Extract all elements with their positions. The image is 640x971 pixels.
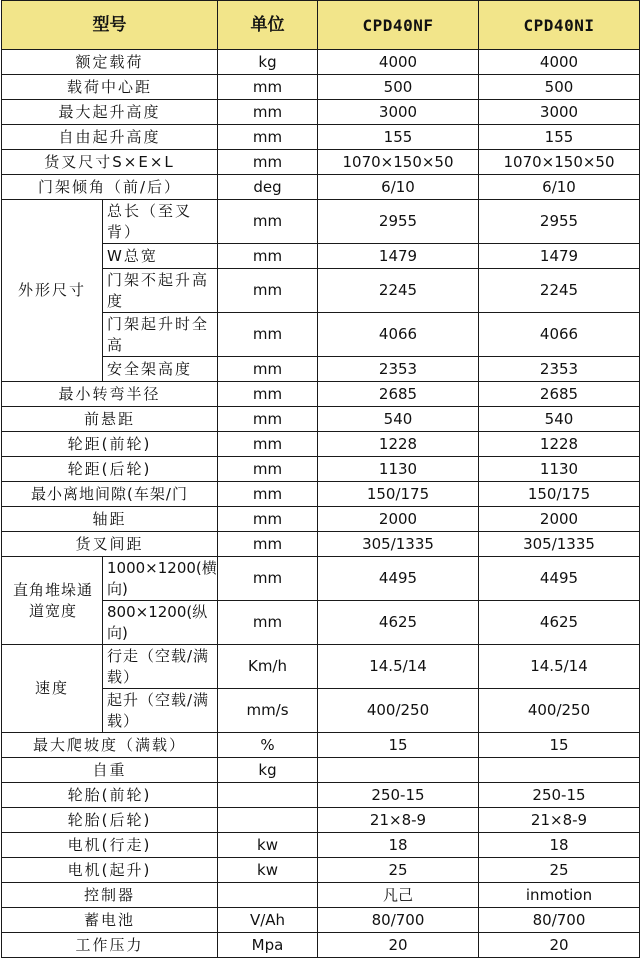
row-value-2: 15 (479, 733, 640, 758)
row-unit: mm (218, 100, 318, 125)
row-unit: mm (218, 244, 318, 269)
row-value-1: 1228 (318, 432, 479, 457)
row-unit: mm (218, 200, 318, 244)
row-value-2: 155 (479, 125, 640, 150)
row-label: 轴距 (2, 507, 218, 532)
table-row (2, 758, 640, 783)
row-unit: % (218, 733, 318, 758)
row-value-1: 1130 (318, 457, 479, 482)
table-row (2, 858, 640, 883)
group-label-speed: 速度 (2, 645, 103, 733)
row-value-2: 2685 (479, 382, 640, 407)
row-label: 门架起升时全高 (103, 313, 218, 357)
table-row (2, 200, 640, 244)
row-value-2: 1070×150×50 (479, 150, 640, 175)
row-unit: kg (218, 50, 318, 75)
table-row (2, 125, 640, 150)
row-value-1: 2685 (318, 382, 479, 407)
row-value-1: 21×8-9 (318, 808, 479, 833)
row-value-1: 15 (318, 733, 479, 758)
table-row (2, 908, 640, 933)
header-unit: 单位 (218, 1, 318, 50)
row-label: 工作压力 (2, 933, 218, 958)
row-value-1: 250-15 (318, 783, 479, 808)
table-row (2, 75, 640, 100)
row-label: W总宽 (103, 244, 218, 269)
row-label: 控制器 (2, 883, 218, 908)
row-label: 最小转弯半径 (2, 382, 218, 407)
row-value-2: 2353 (479, 357, 640, 382)
row-label: 安全架高度 (103, 357, 218, 382)
row-value-1: 500 (318, 75, 479, 100)
row-value-2: 20 (479, 933, 640, 958)
row-unit: Mpa (218, 933, 318, 958)
row-label: 轮距(前轮) (2, 432, 218, 457)
row-value-1: 1479 (318, 244, 479, 269)
row-unit: mm (218, 150, 318, 175)
row-unit: deg (218, 175, 318, 200)
row-value-2: inmotion (479, 883, 640, 908)
row-unit (218, 883, 318, 908)
header-row (2, 1, 640, 50)
spec-table (1, 0, 640, 958)
row-value-1: 1070×150×50 (318, 150, 479, 175)
table-row (2, 482, 640, 507)
row-unit: mm (218, 382, 318, 407)
row-label: 最大爬坡度（满载） (2, 733, 218, 758)
row-label: 货叉间距 (2, 532, 218, 557)
row-unit: mm (218, 601, 318, 645)
table-row (2, 457, 640, 482)
row-value-2: 2000 (479, 507, 640, 532)
row-value-1: 4066 (318, 313, 479, 357)
row-value-2: 305/1335 (479, 532, 640, 557)
row-label: 门架不起升高度 (103, 269, 218, 313)
row-value-2: 25 (479, 858, 640, 883)
row-value-1: 2245 (318, 269, 479, 313)
row-unit: mm (218, 507, 318, 532)
table-row (2, 833, 640, 858)
table-row (2, 557, 640, 601)
row-label: 最小离地间隙(车架/门 (2, 482, 218, 507)
row-label: 1000×1200(横向) (103, 557, 218, 601)
row-value-2: 1130 (479, 457, 640, 482)
header-col2: CPD40NI (479, 1, 640, 50)
row-value-2: 2955 (479, 200, 640, 244)
row-value-1: 400/250 (318, 689, 479, 733)
group-label-aisle-width: 直角堆垛通道宽度 (2, 557, 103, 645)
row-unit: mm (218, 482, 318, 507)
table-row (2, 507, 640, 532)
row-value-2: 6/10 (479, 175, 640, 200)
row-label: 自重 (2, 758, 218, 783)
row-label: 货叉尺寸S×E×L (2, 150, 218, 175)
row-value-2: 3000 (479, 100, 640, 125)
row-value-2: 4066 (479, 313, 640, 357)
row-label: 行走（空载/满载） (103, 645, 218, 689)
row-label: 门架倾角（前/后） (2, 175, 218, 200)
row-value-1: 305/1335 (318, 532, 479, 557)
row-value-2: 14.5/14 (479, 645, 640, 689)
row-label: 电机(起升) (2, 858, 218, 883)
row-value-1: 150/175 (318, 482, 479, 507)
row-value-2 (479, 758, 640, 783)
row-value-2: 400/250 (479, 689, 640, 733)
table-row (2, 150, 640, 175)
row-label: 蓄电池 (2, 908, 218, 933)
row-value-1 (318, 758, 479, 783)
table-row (2, 808, 640, 833)
table-row (2, 883, 640, 908)
row-unit: mm (218, 269, 318, 313)
row-label: 起升（空载/满载） (103, 689, 218, 733)
row-value-2: 150/175 (479, 482, 640, 507)
row-label: 总长（至叉背） (103, 200, 218, 244)
table-row (2, 382, 640, 407)
row-unit: kg (218, 758, 318, 783)
table-row (2, 100, 640, 125)
table-row (2, 933, 640, 958)
row-unit: mm (218, 125, 318, 150)
row-value-2: 4625 (479, 601, 640, 645)
header-col1: CPD40NF (318, 1, 479, 50)
row-value-1: 2353 (318, 357, 479, 382)
row-unit (218, 783, 318, 808)
row-unit: mm (218, 457, 318, 482)
table-row (2, 407, 640, 432)
row-label: 最大起升高度 (2, 100, 218, 125)
row-value-2: 2245 (479, 269, 640, 313)
row-value-1: 14.5/14 (318, 645, 479, 689)
row-label: 前悬距 (2, 407, 218, 432)
header-model: 型号 (2, 1, 218, 50)
row-value-1: 4000 (318, 50, 479, 75)
row-value-1: 540 (318, 407, 479, 432)
table-row (2, 783, 640, 808)
row-value-2: 21×8-9 (479, 808, 640, 833)
row-unit: mm (218, 313, 318, 357)
row-value-2: 1228 (479, 432, 640, 457)
table-row (2, 645, 640, 689)
row-value-1: 80/700 (318, 908, 479, 933)
row-unit (218, 808, 318, 833)
row-value-1: 4495 (318, 557, 479, 601)
row-label: 额定载荷 (2, 50, 218, 75)
row-value-2: 4495 (479, 557, 640, 601)
row-value-1: 4625 (318, 601, 479, 645)
table-row (2, 50, 640, 75)
row-value-2: 250-15 (479, 783, 640, 808)
row-label: 800×1200(纵向) (103, 601, 218, 645)
row-value-1: 20 (318, 933, 479, 958)
row-label: 载荷中心距 (2, 75, 218, 100)
table-row (2, 175, 640, 200)
group-label-dimensions: 外形尺寸 (2, 200, 103, 382)
row-value-2: 4000 (479, 50, 640, 75)
row-unit: mm (218, 557, 318, 601)
row-value-2: 1479 (479, 244, 640, 269)
row-value-2: 80/700 (479, 908, 640, 933)
row-unit: mm (218, 407, 318, 432)
row-unit: V/Ah (218, 908, 318, 933)
row-unit: mm (218, 357, 318, 382)
row-unit: mm/s (218, 689, 318, 733)
row-value-1: 凡己 (318, 883, 479, 908)
row-value-1: 6/10 (318, 175, 479, 200)
row-value-1: 2000 (318, 507, 479, 532)
row-unit: mm (218, 532, 318, 557)
row-value-2: 18 (479, 833, 640, 858)
row-label: 轮距(后轮) (2, 457, 218, 482)
row-unit: Km/h (218, 645, 318, 689)
row-label: 轮胎(后轮) (2, 808, 218, 833)
row-label: 自由起升高度 (2, 125, 218, 150)
row-value-2: 500 (479, 75, 640, 100)
row-value-1: 2955 (318, 200, 479, 244)
row-value-1: 18 (318, 833, 479, 858)
row-value-1: 3000 (318, 100, 479, 125)
table-row (2, 733, 640, 758)
table-row (2, 532, 640, 557)
row-unit: mm (218, 432, 318, 457)
table-row (2, 432, 640, 457)
row-label: 轮胎(前轮) (2, 783, 218, 808)
row-value-2: 540 (479, 407, 640, 432)
row-value-1: 155 (318, 125, 479, 150)
row-unit: kw (218, 858, 318, 883)
row-value-1: 25 (318, 858, 479, 883)
row-label: 电机(行走) (2, 833, 218, 858)
row-unit: mm (218, 75, 318, 100)
row-unit: kw (218, 833, 318, 858)
